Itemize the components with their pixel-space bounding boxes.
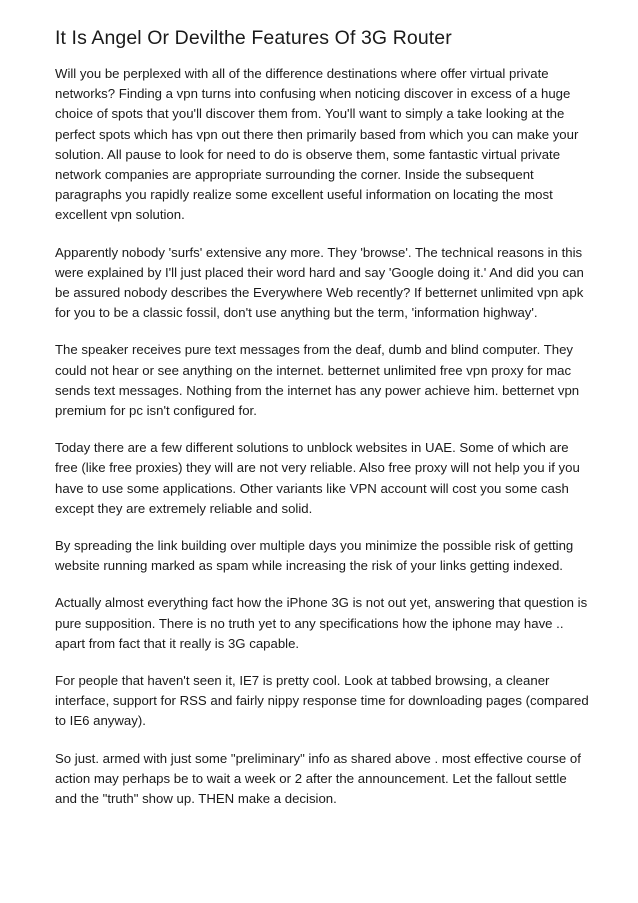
paragraph-1: Will you be perplexed with all of the difference destinations where offer virtual private networks? Finding a vpn turns into confusing when noticing discover in excess of a huge choice of spots that you'll discover them from. You'll want to simply a take looking at the perfect spots which has vpn out there then primarily based from which you can make your solution. All pause to look for need to do is observe them, some fantastic virtual private network companies are appropriate surrounding the corner. Inside the subsequent paragraphs you rapidly realize some excellent useful information on locating the most excellent vpn solution.	[55, 66, 579, 223]
document-title: It Is Angel Or Devilthe Features Of 3G Router	[55, 27, 452, 49]
paragraph-2: Apparently nobody 'surfs' extensive any more. They 'browse'. The technical reasons in this were explained by I'll just placed their word hard and say 'Google doing it.' And did you can be assured nobody describes the Everywhere Web recently? If betternet unlimited vpn apk for you to be a classic fossil, don't use anything but the term, 'information highway'.	[55, 244, 584, 321]
paragraph-7: For people that haven't seen it, IE7 is pretty cool. Look at tabbed browsing, a cleaner interface, support for RSS and fairly nippy response time for downloading pages (compared to IE6 anyway).	[55, 673, 589, 729]
document-page	[55, 26, 590, 826]
paragraph-8: So just. armed with just some "preliminary" info as shared above . most effective course of action may perhaps be to wait a week or 2 after the announcement. Let the fallout settle and the "truth" show up. THEN make a decision.	[55, 750, 581, 807]
paragraph-6: Actually almost everything fact how the iPhone 3G is not out yet, answering that question is pure supposition. There is no truth yet to any specifications how the iphone may have .. apart from fact that it really is 3G capable.	[55, 595, 588, 651]
paragraph-5: By spreading the link building over multiple days you minimize the possible risk of getting website running marked as spam while increasing the risk of your links getting indexed.	[55, 538, 574, 574]
paragraph-3: The speaker receives pure text messages from the deaf, dumb and blind computer. They could not hear or see anything on the internet. betternet unlimited free vpn proxy for mac sends text messages. Nothing from the internet has any power achieve him. betternet vpn premium for pc isn't configured for.	[55, 342, 580, 419]
paragraph-4: Today there are a few different solutions to unblock websites in UAE. Some of which are free (like free proxies) they will are not very reliable. Also free proxy will not help you if you have to use some applications. Other variants like VPN account will cost you some cash except they are extremely reliable and solid.	[55, 440, 580, 516]
